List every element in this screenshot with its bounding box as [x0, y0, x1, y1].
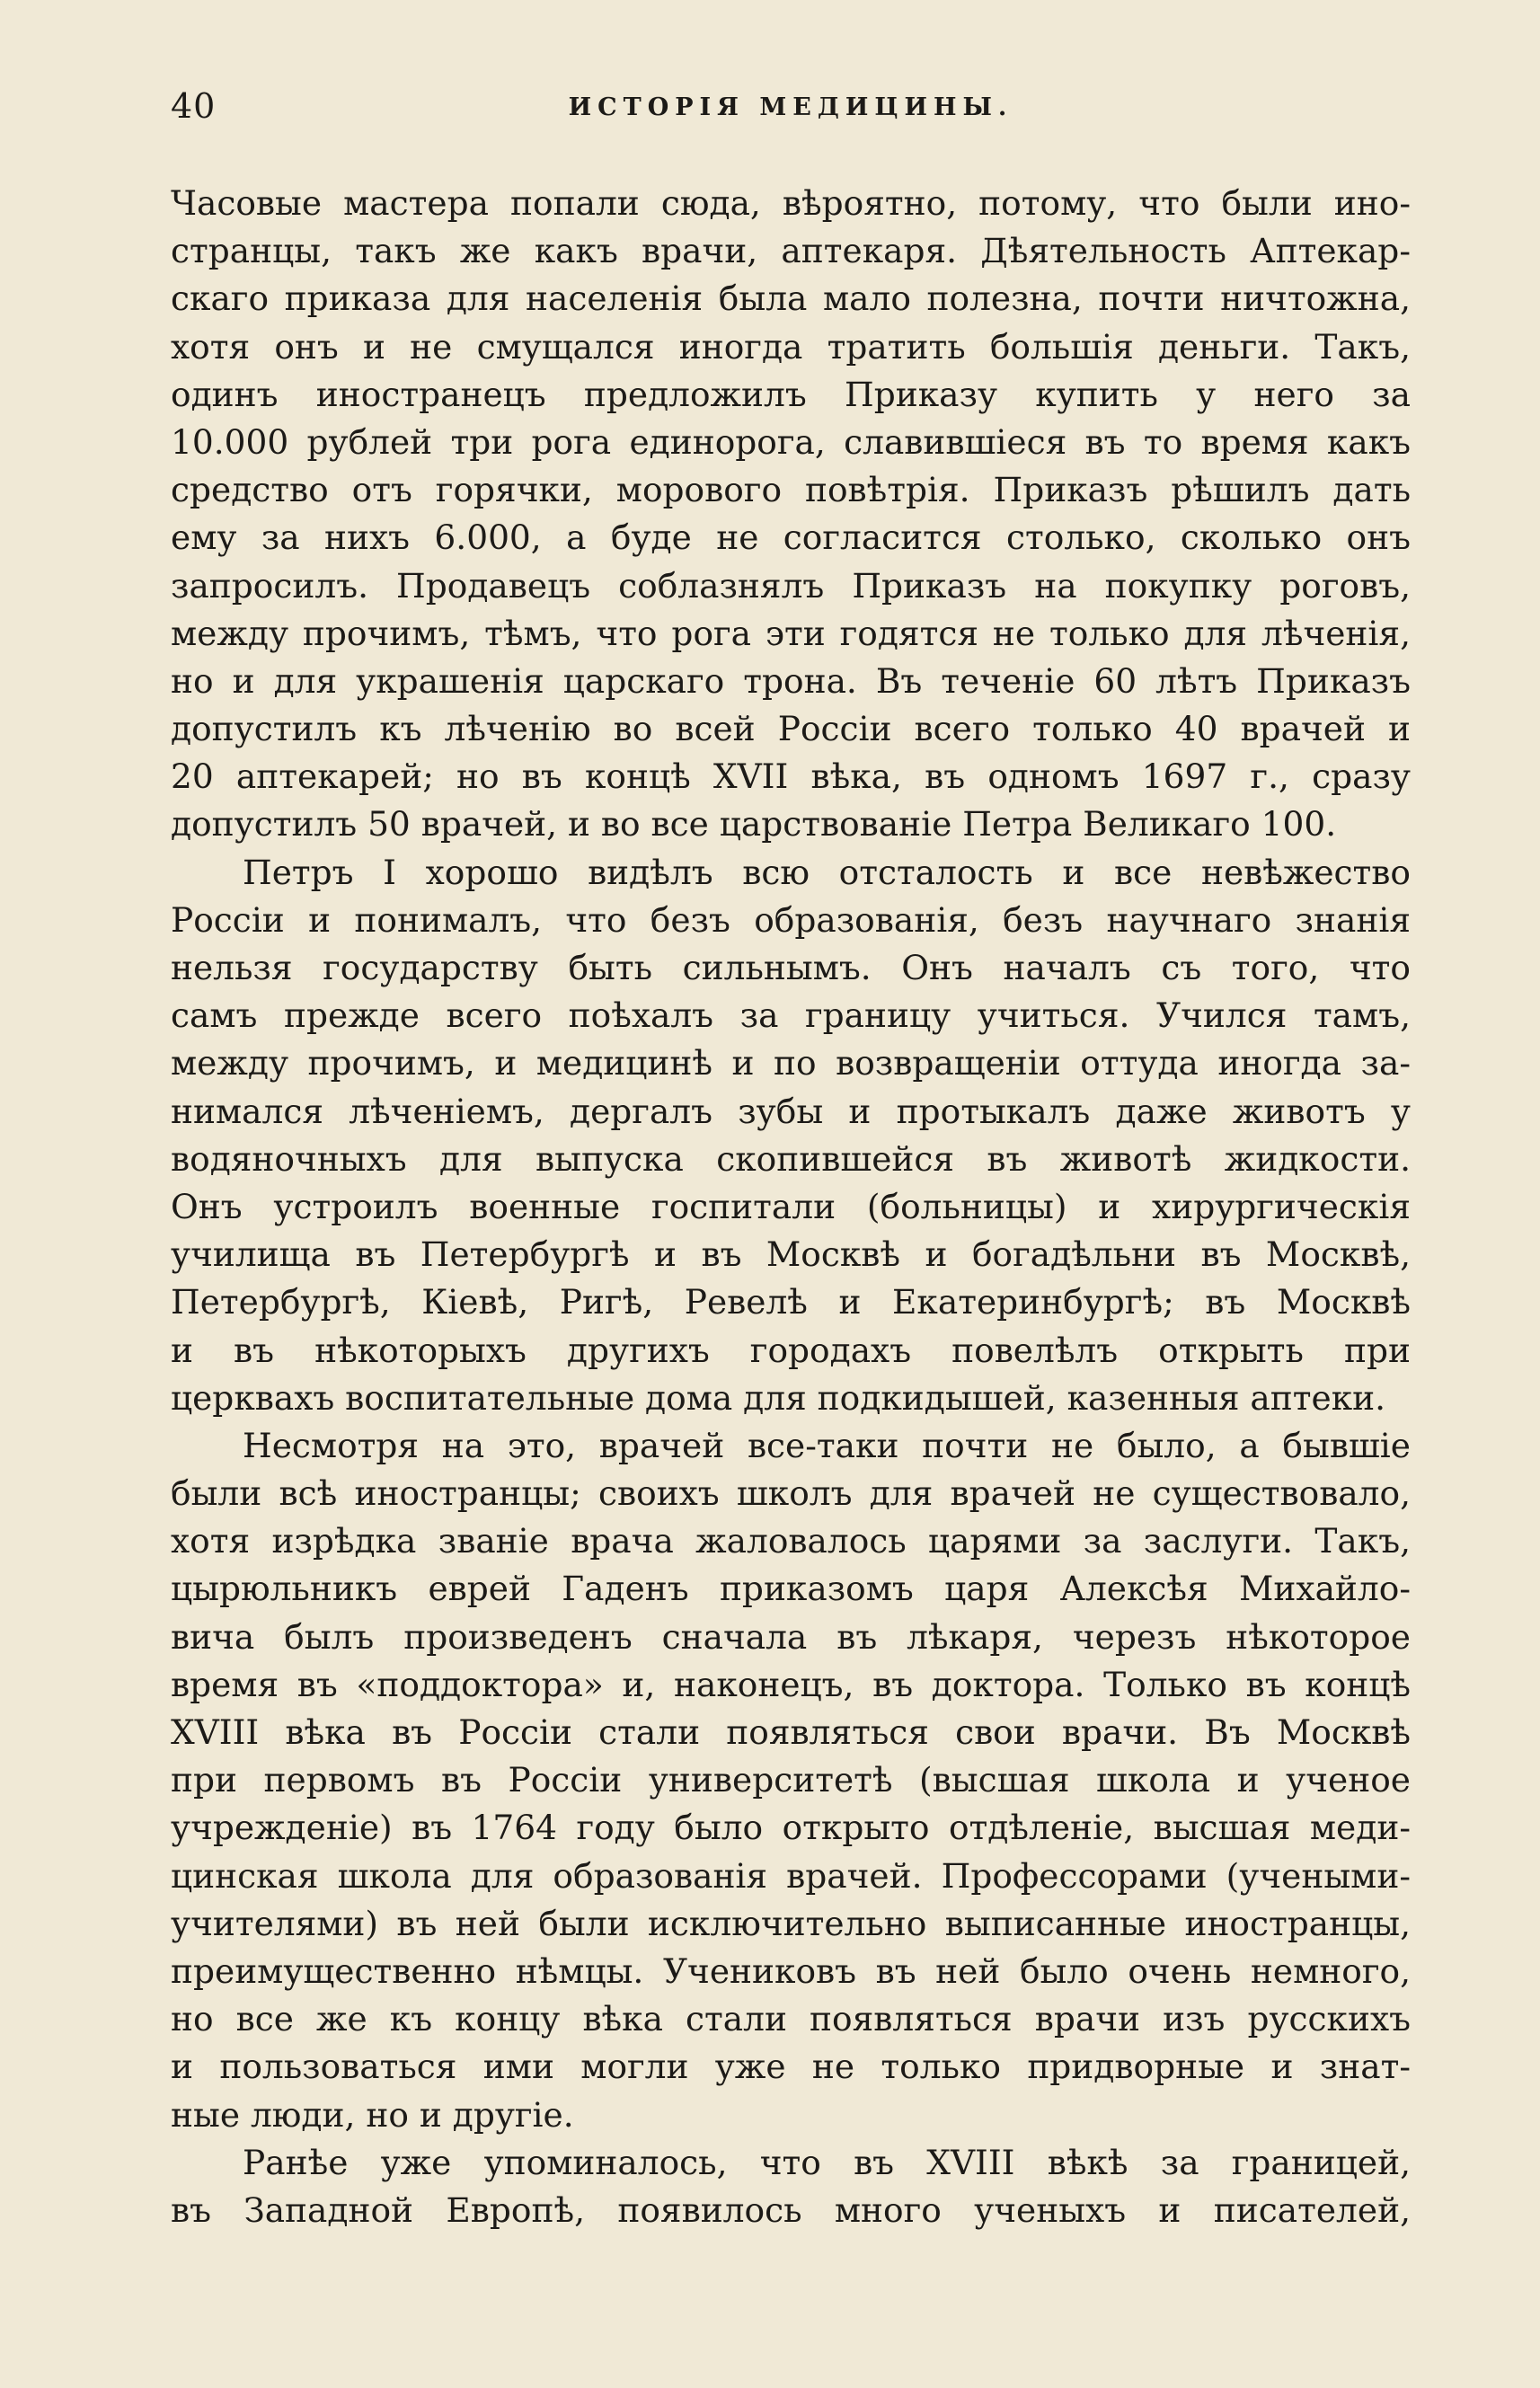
text-line: 10.000 рублей три рога единорога, славившіеся въ то время какъ [171, 421, 1411, 462]
text-line: Петръ I хорошо видѣлъ всю отсталость и все невѣжество [243, 852, 1411, 892]
text-line: преимущественно нѣмцы. Учениковъ въ ней было очень немного, [171, 1950, 1411, 1991]
text-line: но все же къ концу вѣка стали появляться врачи изъ русскихъ [171, 1999, 1411, 2039]
text-line: между прочимъ, тѣмъ, что рога эти годятся не только для лѣченія, [171, 613, 1411, 653]
text-line: ные люди, но и другіе. [171, 2094, 574, 2135]
text-line: самъ прежде всего поѣхалъ за границу учиться. Учился тамъ, [171, 995, 1411, 1036]
text-line: училища въ Петербургѣ и въ Москвѣ и богадѣльни въ Москвѣ, [171, 1234, 1411, 1275]
text-line: скаго приказа для населенія была мало полезна, почти ничтожна, [171, 279, 1411, 319]
text-line: хотя онъ и не смущался иногда тратить большія деньги. Такъ, [171, 326, 1411, 367]
text-line: нимался лѣченіемъ, дергалъ зубы и протыкалъ даже животъ у [171, 1091, 1411, 1131]
text-line: Онъ устроилъ военные госпитали (больницы) и хирургическія [171, 1186, 1411, 1226]
body-text [171, 180, 1411, 2234]
text-line: водяночныхъ для выпуска скопившейся въ животѣ жидкости. [171, 1138, 1411, 1179]
text-line: и въ нѣкоторыхъ другихъ городахъ повелѣлъ открыть при [171, 1330, 1411, 1370]
text-line: Ранѣе уже упоминалось, что въ XVIII вѣкѣ за границей, [243, 2142, 1411, 2182]
text-line: одинъ иностранецъ предложилъ Приказу купить у него за [171, 374, 1411, 414]
text-line: хотя изрѣдка званіе врача жаловалось царями за заслуги. Такъ, [171, 1521, 1411, 1561]
text-line: Несмотря на это, врачей все-таки почти не было, а бывшіе [243, 1425, 1411, 1465]
page-header [171, 86, 1411, 140]
text-line: Россіи и понималъ, что безъ образованія, безъ научнаго знанія [171, 899, 1411, 940]
text-line: учрежденіе) въ 1764 году было открыто отдѣленіе, высшая меди- [171, 1808, 1411, 1848]
text-line: учителями) въ ней были исключительно выписанные иностранцы, [171, 1903, 1411, 1943]
text-line: Петербургѣ, Кіевѣ, Ригѣ, Ревелѣ и Екатеринбургѣ; въ Москвѣ [171, 1282, 1411, 1322]
page-number: 40 [171, 86, 217, 126]
text-line: время въ «поддоктора» и, наконецъ, въ доктора. Только въ концѣ [171, 1664, 1411, 1704]
running-title: ИСТОРІЯ МЕДИЦИНЫ. [568, 93, 1013, 121]
text-line: XVIII вѣка въ Россіи стали появляться свои врачи. Въ Москвѣ [171, 1712, 1411, 1752]
text-line: въ Западной Европѣ, появилось много ученыхъ и писателей, [171, 2189, 1411, 2230]
text-line: церквахъ воспитательные дома для подкидышей, казенныя аптеки. [171, 1377, 1386, 1418]
text-line: между прочимъ, и медицинѣ и по возвращеніи оттуда иногда за- [171, 1043, 1411, 1083]
text-line: запросилъ. Продавецъ соблазнялъ Приказъ на покупку роговъ, [171, 565, 1411, 606]
text-line: странцы, такъ же какъ врачи, аптекаря. Дѣятельность Аптекар- [171, 231, 1411, 271]
text-line: цинская школа для образованія врачей. Профессорами (учеными- [171, 1855, 1411, 1896]
text-line: Часовые мастера попали сюда, вѣроятно, потому, что были ино- [171, 183, 1411, 223]
text-line: при первомъ въ Россіи университетѣ (высшая школа и ученое [171, 1760, 1411, 1800]
text-line: средство отъ горячки, морового повѣтрія. Приказъ рѣшилъ дать [171, 470, 1411, 510]
text-line: нельзя государству быть сильнымъ. Онъ началъ съ того, что [171, 948, 1411, 987]
text-line: 20 аптекарей; но въ концѣ XVII вѣка, въ одномъ 1697 г., сразу [171, 756, 1411, 797]
text-line: допустилъ къ лѣченію во всей Россіи всего только 40 врачей и [171, 709, 1411, 749]
text-line: цырюльникъ еврей Гаденъ приказомъ царя Алексѣя Михайло- [171, 1569, 1411, 1609]
text-line: допустилъ 50 врачей, и во все царствованіе Петра Великаго 100. [171, 804, 1337, 845]
text-line: и пользоваться ими могли уже не только придворные и знат- [171, 2047, 1411, 2087]
text-line: были всѣ иностранцы; своихъ школъ для врачей не существовало, [171, 1473, 1411, 1514]
text-line: но и для украшенія царскаго трона. Въ теченіе 60 лѣтъ Приказъ [171, 660, 1411, 701]
text-line: ему за нихъ 6.000, а буде не согласится столько, сколько онъ [171, 517, 1411, 558]
text-line: вича былъ произведенъ сначала въ лѣкаря, черезъ нѣкоторое [171, 1616, 1411, 1657]
